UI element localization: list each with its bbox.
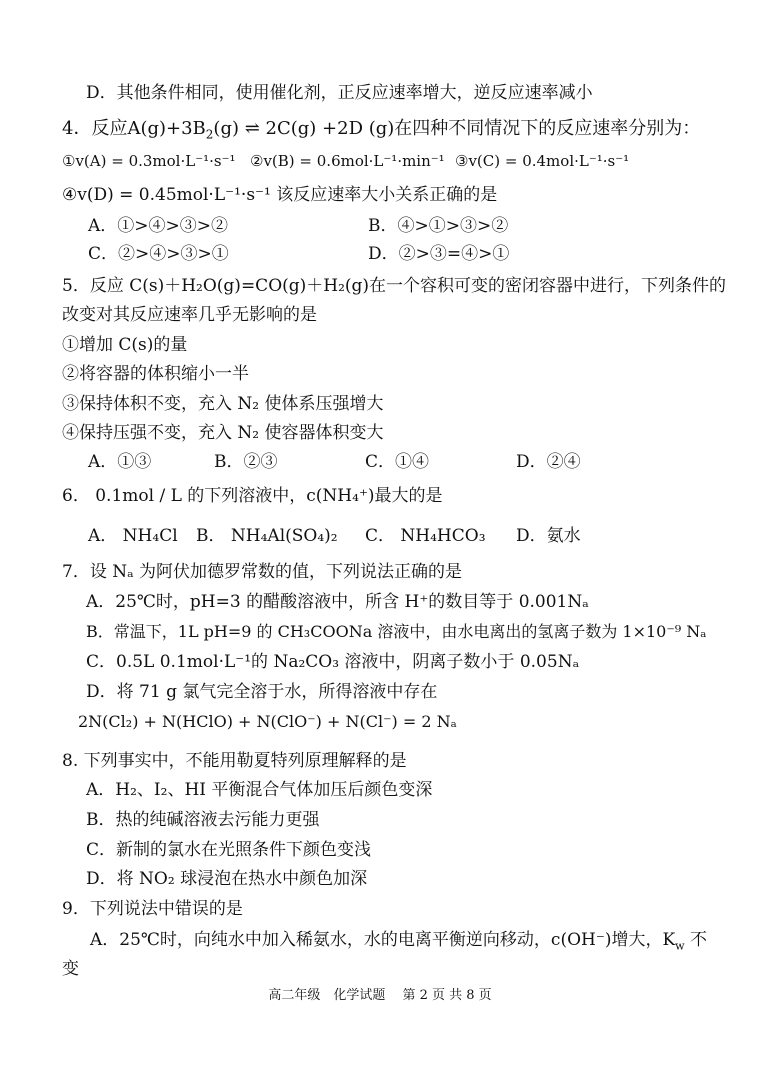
q9-option-a-sub: w [675, 939, 685, 953]
q4-stem [62, 118, 700, 146]
q5-condition-2: ②将容器的体积缩小一半 [62, 364, 249, 384]
q4-option-b[interactable]: B．④>①>③>② [368, 216, 509, 236]
q6-option-b[interactable]: B． NH₄Al(SO₄)₂ [196, 526, 338, 546]
q7-option-a[interactable]: A．25℃时，pH=3 的醋酸溶液中，所含 H⁺的数目等于 0.001Nₐ [86, 592, 589, 612]
q4-rate-2: ②v(B) = 0.6mol·L⁻¹·min⁻¹ [250, 152, 445, 170]
q5-condition-4: ④保持压强不变，充入 N₂ 使容器体积变大 [62, 423, 384, 443]
q6-option-d[interactable]: D．氨水 [516, 526, 581, 546]
q5-option-a[interactable]: A．①③ [88, 452, 152, 472]
q8-option-c[interactable]: C．新制的氯水在光照条件下颜色变浅 [86, 840, 372, 860]
q8-option-a[interactable]: A．H₂、I₂、HI 平衡混合气体加压后颜色变深 [86, 780, 433, 800]
q4-rate-4: ④v(D) = 0.45mol·L⁻¹·s⁻¹ 该反应速率大小关系正确的是 [62, 185, 498, 205]
q6-option-c[interactable]: C． NH₄HCO₃ [365, 526, 486, 546]
q9-option-a[interactable] [90, 929, 707, 957]
q4-stem-part1: 4．反应A(g)+3B [62, 118, 206, 139]
q4-option-c[interactable]: C．②>④>③>① [88, 244, 229, 264]
q3-option-d: D．其他条件相同，使用催化剂，正反应速率增大，逆反应速率减小 [86, 83, 593, 103]
q4-rate-3: ③v(C) = 0.4mol·L⁻¹·s⁻¹ [455, 152, 630, 170]
q8-stem: 8. 下列事实中，不能用勒夏特列原理解释的是 [62, 751, 407, 771]
q9-option-a-text: A．25℃时，向纯水中加入稀氨水，水的电离平衡逆向移动，c(OH⁻)增大，K [90, 930, 676, 950]
q6-stem: 6． 0.1mol / L 的下列溶液中，c(NH₄⁺)最大的是 [62, 486, 443, 506]
q4-option-d[interactable]: D．②>③=④>① [368, 244, 510, 264]
q5-condition-1: ①增加 C(s)的量 [62, 335, 188, 355]
q9-option-a-cont: 变 [62, 959, 79, 979]
q4-stem-part2: (g) ⇌ 2C(g) +2D (g) [213, 118, 395, 139]
q4-stem-sub: 2 [205, 127, 214, 142]
q5-stem-cont: 改变对其反应速率几乎无影响的是 [62, 305, 317, 325]
q5-option-b[interactable]: B．②③ [214, 452, 278, 472]
q6-option-a[interactable]: A． NH₄Cl [88, 526, 178, 546]
q9-stem: 9．下列说法中错误的是 [62, 899, 243, 919]
q4-rate-1: ①v(A) = 0.3mol·L⁻¹·s⁻¹ [62, 152, 236, 170]
q7-equation-text: 2N(Cl₂) + N(HClO) + N(ClO⁻) + N(Cl⁻) = 2 Nₐ [78, 712, 457, 731]
page-footer: 高二年级 化学试题 第 2 页 共 8 页 [268, 988, 492, 1003]
q8-option-d[interactable]: D．将 NO₂ 球浸泡在热水中颜色加深 [86, 869, 368, 889]
q7-option-c[interactable]: C．0.5L 0.1mol·L⁻¹的 Na₂CO₃ 溶液中，阴离子数小于 0.05Nₐ [86, 652, 580, 672]
q7-equation [78, 711, 457, 733]
q9-option-a-end: 不 [684, 930, 707, 950]
q5-condition-3: ③保持体积不变，充入 N₂ 使体系压强增大 [62, 394, 384, 414]
q7-stem: 7．设 Nₐ 为阿伏加德罗常数的值，下列说法正确的是 [62, 562, 463, 582]
q7-option-b[interactable]: B．常温下，1L pH=9 的 CH₃COONa 溶液中，由水电离出的氢离子数为 1×10⁻⁹ Nₐ [86, 622, 707, 641]
q8-option-b[interactable]: B．热的纯碱溶液去污能力更强 [86, 810, 320, 830]
q5-option-d[interactable]: D．②④ [516, 452, 581, 472]
q5-option-c[interactable]: C．①④ [365, 452, 430, 472]
q4-stem-part3: 在四种不同情况下的反应速率分别为： [394, 118, 701, 139]
q5-stem: 5．反应 C(s)＋H₂O(g)=CO(g)＋H₂(g)在一个容积可变的密闭容器中进行，下列条件的 [62, 276, 727, 296]
q4-option-a[interactable]: A．①>④>③>② [88, 216, 229, 236]
q7-option-d[interactable]: D．将 71 g 氯气完全溶于水，所得溶液中存在 [86, 682, 438, 702]
